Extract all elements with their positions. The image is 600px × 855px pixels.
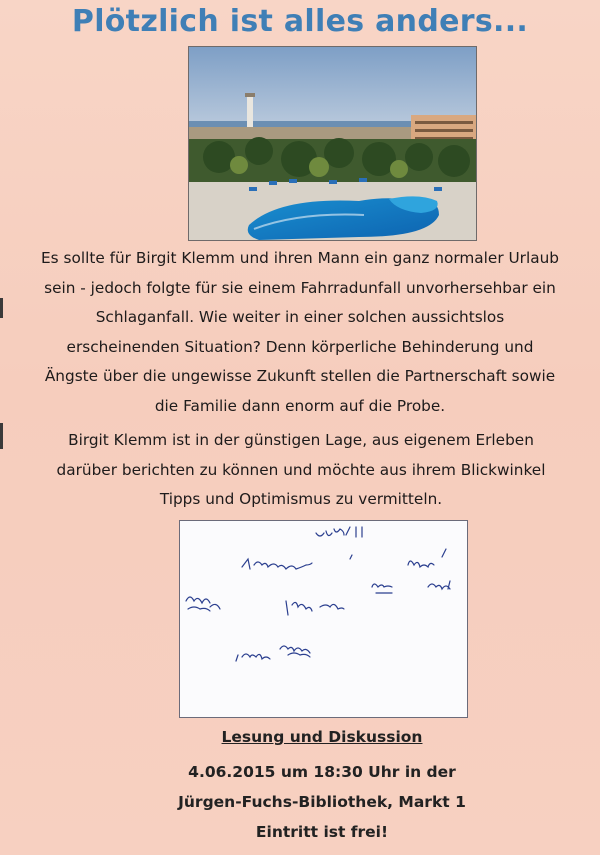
handwriting-stroke bbox=[236, 646, 310, 661]
event-venue: Jürgen-Fuchs-Bibliothek, Markt 1 bbox=[178, 793, 466, 811]
scan-mark bbox=[0, 423, 3, 449]
handwriting-stroke bbox=[408, 549, 450, 589]
event-admission: Eintritt ist frei! bbox=[255, 823, 389, 841]
flyer-title: Plötzlich ist alles anders... bbox=[71, 4, 529, 39]
intro-paragraph: Es sollte für Birgit Klemm und ihren Mann ein ganz normaler Urlaub sein - jedoch folgte für sie einem Fahrradunfall unvorhersehbar ein Schlaganfall. Wie weiter in einer solchen aussichtslos erscheinenden Situation? Denn körperliche Behinderung und Ängste über die ungewisse Zukunft stellen die Partnerschaft sowie die Familie dann enorm auf die Probe. bbox=[41, 249, 559, 415]
author-paragraph: Birgit Klemm ist in der günstigen Lage, aus eigenem Erleben darüber berichten zu können und möchte aus ihrem Blickwinkel Tipps und Optimismus zu vermitteln. bbox=[56, 431, 546, 508]
handwriting-stroke bbox=[372, 584, 392, 593]
resort-photo bbox=[188, 46, 477, 241]
handwriting-stroke bbox=[316, 527, 362, 537]
lighthouse bbox=[247, 95, 253, 127]
handwriting-stroke bbox=[186, 597, 220, 611]
scan-mark bbox=[0, 298, 3, 318]
handwritten-note bbox=[179, 520, 468, 718]
event-datetime: 4.06.2015 um 18:30 Uhr in der bbox=[188, 763, 456, 781]
handwriting-stroke bbox=[286, 601, 344, 615]
event-heading: Lesung und Diskussion bbox=[221, 728, 423, 746]
handwriting-stroke bbox=[242, 555, 352, 569]
